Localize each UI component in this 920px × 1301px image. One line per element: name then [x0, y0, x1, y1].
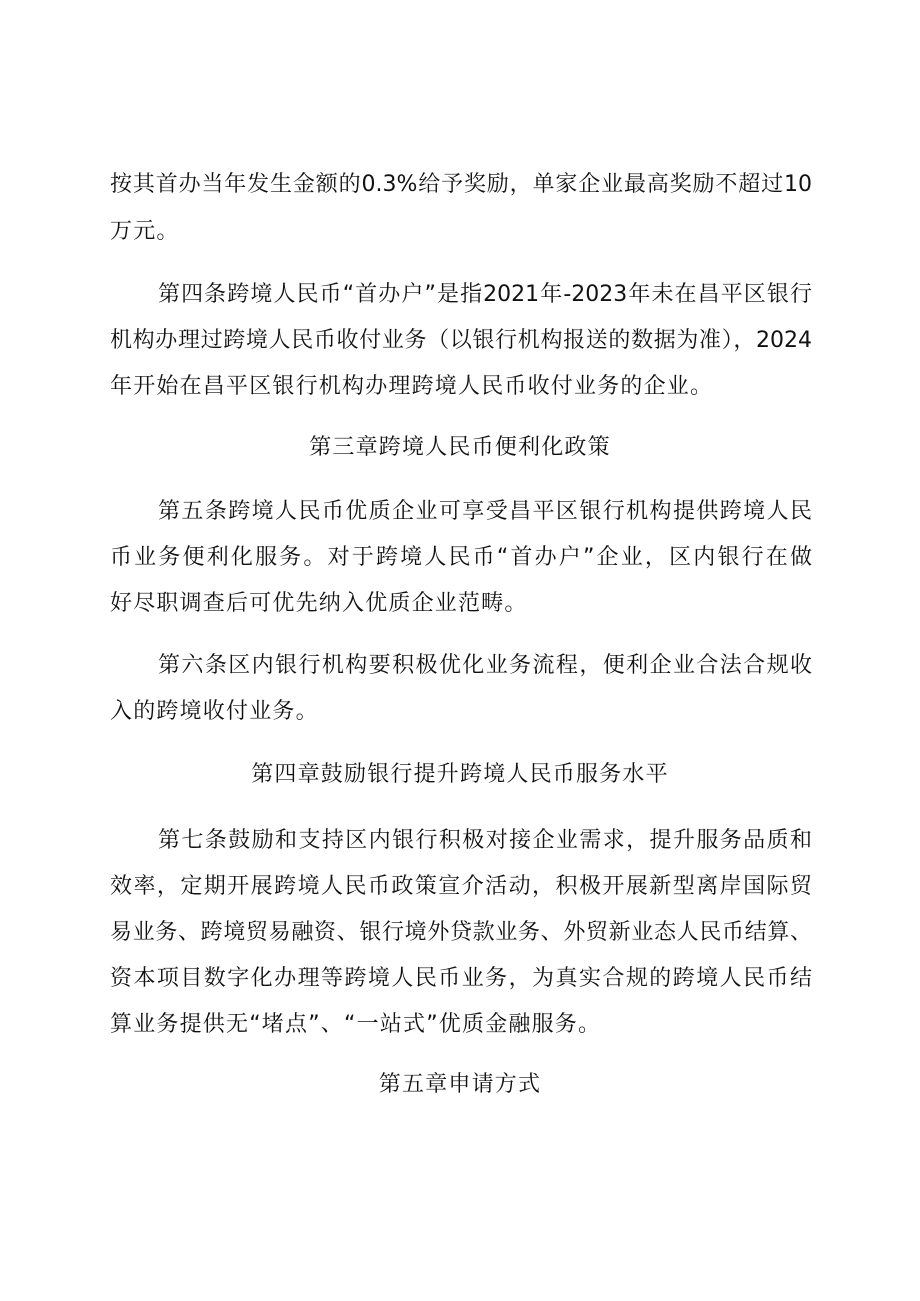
- paragraph-line: 算业务提供无“堵点”、“一站式”优质金融服务。: [110, 1012, 602, 1037]
- chapter-5-title: 第五章申请方式: [378, 1072, 542, 1097]
- paragraph-line: 机构办理过跨境人民币收付业务（以银行机构报送的数据为准），2024: [110, 328, 812, 353]
- paragraph-line: 好尽职调查后可优先纳入优质企业范畴。: [110, 591, 528, 616]
- paragraph-line: 第七条鼓励和支持区内银行积极对接企业需求，提升服务品质和: [158, 828, 812, 853]
- paragraph-line: 按其首办当年发生金额的0.3%给予奖励，单家企业最高奖励不超过10: [110, 172, 812, 197]
- paragraph-line: 易业务、跨境贸易融资、银行境外贷款业务、外贸新业态人民币结算、: [110, 920, 812, 945]
- paragraph-line: 资本项目数字化办理等跨境人民币业务，为真实合规的跨境人民币结: [110, 966, 812, 991]
- paragraph-line: 入的跨境收付业务。: [110, 699, 319, 724]
- chapter-3-title: 第三章跨境人民币便利化政策: [309, 435, 611, 460]
- paragraph-line: 第六条区内银行机构要积极优化业务流程，便利企业合法合规收: [158, 653, 812, 678]
- paragraph-line: 币业务便利化服务。对于跨境人民币“首办户”企业，区内银行在做: [110, 545, 812, 570]
- paragraph-line: 万元。: [110, 219, 180, 244]
- paragraph-line: 第五条跨境人民币优质企业可享受昌平区银行机构提供跨境人民: [158, 499, 812, 524]
- paragraph-line: 第四条跨境人民币“首办户”是指2021年-2023年未在昌平区银行: [158, 282, 812, 307]
- paragraph-line: 效率，定期开展跨境人民币政策宣介活动，积极开展新型离岸国际贸: [110, 874, 812, 899]
- paragraph-line: 年开始在昌平区银行机构办理跨境人民币收付业务的企业。: [110, 374, 714, 399]
- chapter-4-title: 第四章鼓励银行提升跨境人民币服务水平: [251, 762, 669, 787]
